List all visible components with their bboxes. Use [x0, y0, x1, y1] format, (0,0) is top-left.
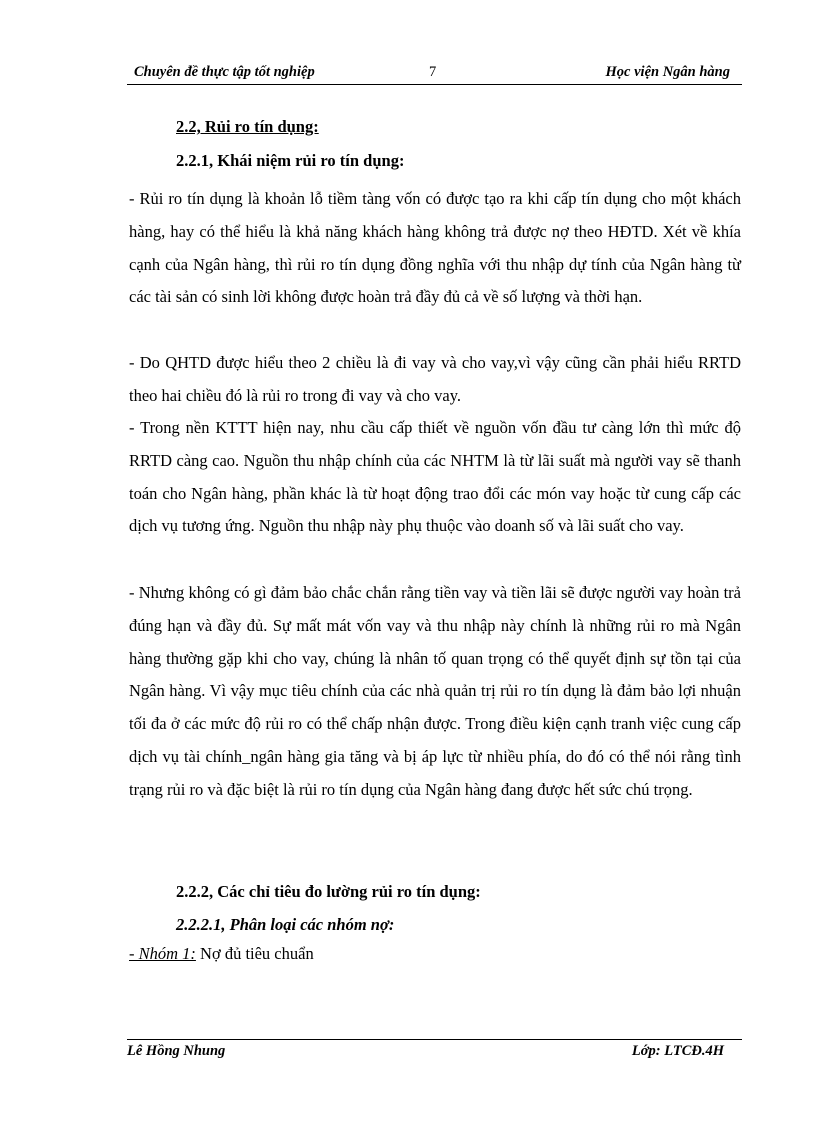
debt-group-1-label: - Nhóm 1: [129, 944, 196, 963]
header-institution: Học viện Ngân hàng [605, 64, 730, 80]
heading-2-2-2-1: 2.2.2.1, Phân loại các nhóm nợ: [176, 915, 395, 934]
footer-rule [127, 1039, 742, 1040]
page-number: 7 [429, 64, 437, 80]
paragraph-two-directions: - Do QHTD được hiểu theo 2 chiều là đi vay và cho vay,vì vậy cũng cần phải hiểu RRTD theo hai chiều đó là rủi ro trong đi vay và cho vay. [129, 353, 741, 405]
debt-group-1-line [129, 944, 314, 964]
footer-author: Lê Hồng Nhung [127, 1043, 226, 1059]
header-rule [127, 84, 742, 85]
heading-2-2-2: 2.2.2, Các chỉ tiêu đo lường rủi ro tín dụng: [176, 882, 481, 901]
heading-2-2: 2.2, Rủi ro tín dụng: [176, 117, 319, 136]
debt-group-1-text: Nợ đủ tiêu chuẩn [195, 944, 314, 963]
heading-2-2-1: 2.2.1, Khái niệm rủi ro tín dụng: [176, 151, 405, 170]
footer-class: Lớp: LTCĐ.4H [631, 1043, 724, 1059]
page-header [127, 64, 742, 84]
paragraph-risk-management: - Nhưng không có gì đảm bảo chắc chắn rằng tiền vay và tiền lãi sẽ được người vay hoàn trả đúng hạn và đầy đủ. Sự mất mát vốn vay và thu nhập này chính là những rủi ro mà Ngân hàng thường gặp khi cho vay, chúng là nhân tố quan trọng có thể quyết định sự tồn tại của Ngân hàng. Vì vậy mục tiêu chính của các nhà quản trị rủi ro tín dụng là đảm bảo lợi nhuận tối đa ở các mức độ rủi ro có thể chấp nhận được. Trong điều kiện cạnh tranh việc cung cấp dịch vụ tài chính_ngân hàng gia tăng và bị áp lực từ nhiều phía, do đó có thể nói rằng tình trạng rủi ro và đặc biệt là rủi ro tín dụng của Ngân hàng đang được hết sức chú trọng. [129, 583, 741, 799]
header-document-title: Chuyên đề thực tập tốt nghiệp [134, 64, 315, 80]
paragraph-market-economy: - Trong nền KTTT hiện nay, nhu cầu cấp thiết về nguồn vốn đầu tư càng lớn thì mức độ RRTD càng cao. Nguồn thu nhập chính của các NHTM là từ lãi suất mà người vay sẽ thanh toán cho Ngân hàng, phần khác là từ hoạt động trao đổi các món vay hoặc từ cung cấp các dịch vụ tương ứng. Nguồn thu nhập này phụ thuộc vào doanh số và lãi suất cho vay. [129, 418, 741, 536]
page-footer [127, 1043, 742, 1063]
paragraph-definition: - Rủi ro tín dụng là khoản lỗ tiềm tàng vốn có được tạo ra khi cấp tín dụng cho một khách hàng, hay có thể hiểu là khả năng khách hàng không trả được nợ theo HĐTD. Xét về khía cạnh của Ngân hàng, thì rủi ro tín dụng đồng nghĩa với thu nhập dự tính của Ngân hàng từ các tài sản có sinh lời không được hoàn trả đầy đủ cả về số lượng và thời hạn. [129, 189, 741, 307]
